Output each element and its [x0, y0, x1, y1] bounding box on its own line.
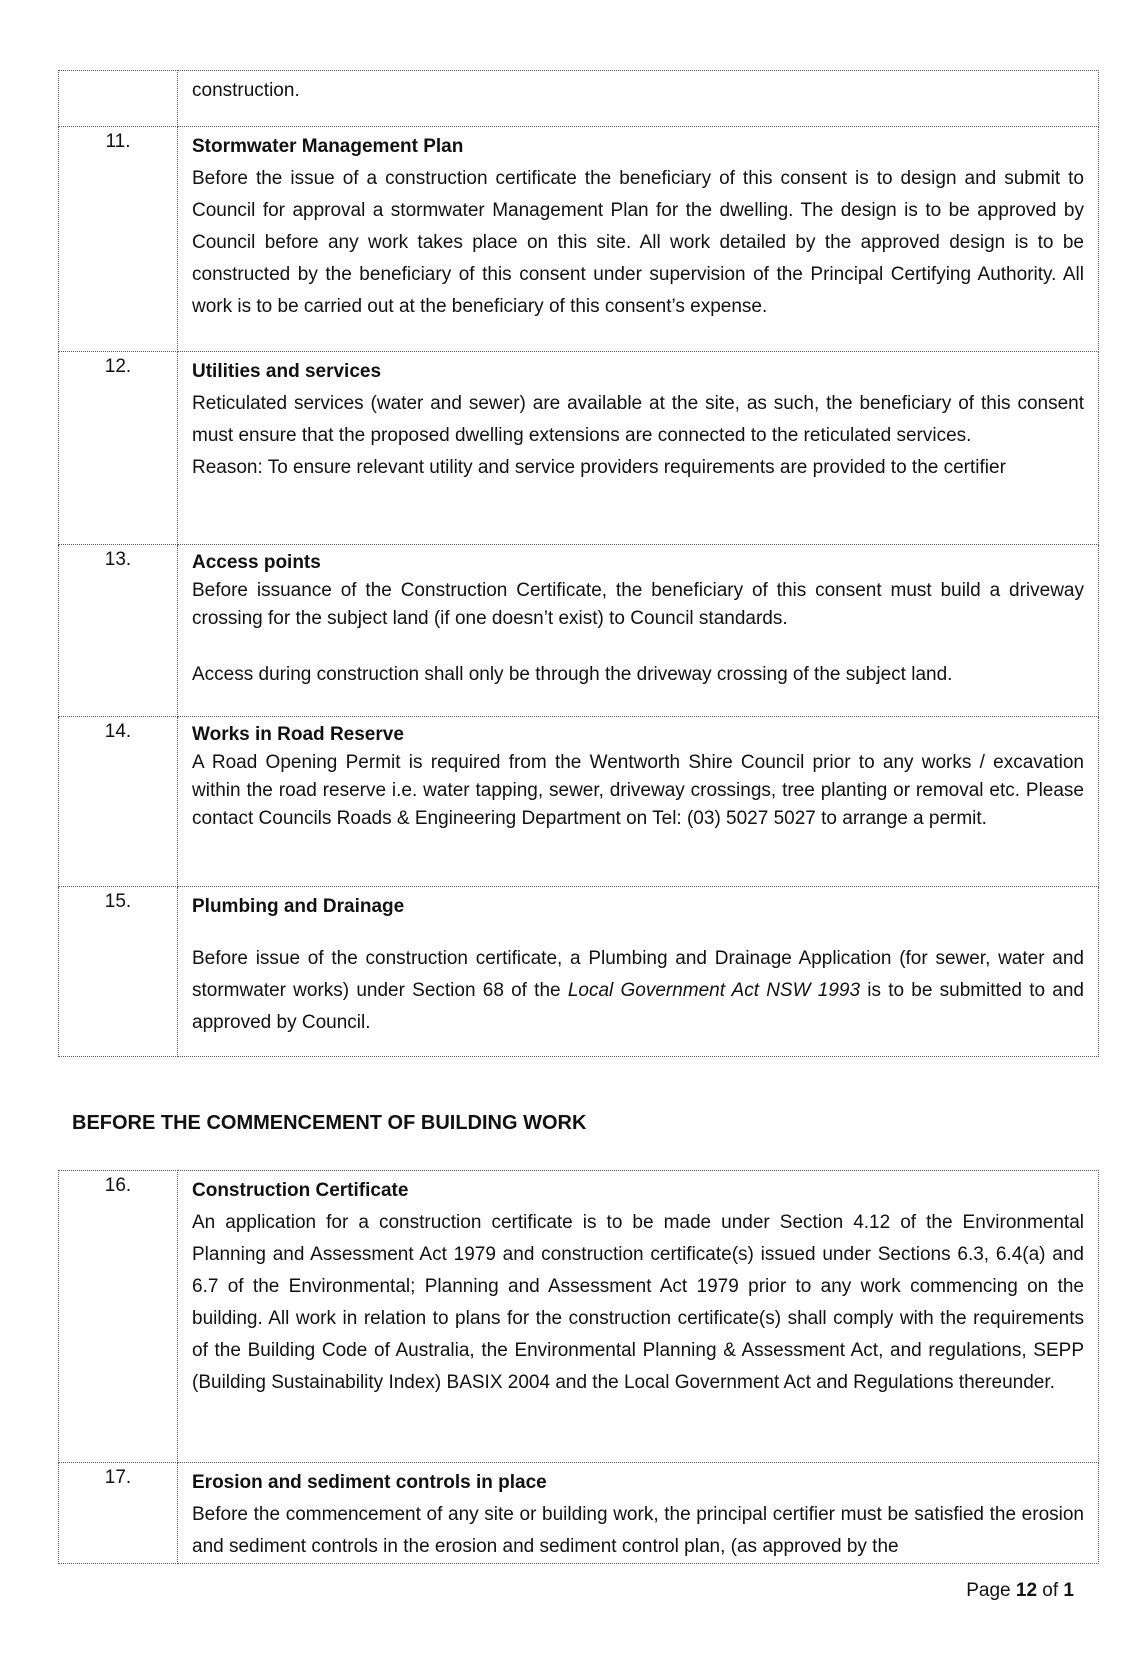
table-row — [59, 71, 1099, 127]
page-number: 12 — [1015, 1580, 1038, 1601]
condition-text: construction. — [192, 80, 300, 101]
condition-title: Erosion and sediment controls in place — [192, 1472, 547, 1493]
condition-text: Before the commencement of any site or building work, the principal certifier must be satisfied the erosion and sediment controls in the erosion and sediment control plan, (as approved by the — [192, 1504, 1084, 1557]
condition-number: 14. — [59, 717, 178, 887]
section-heading: BEFORE THE COMMENCEMENT OF BUILDING WORK — [72, 1112, 587, 1134]
condition-title: Stormwater Management Plan — [192, 136, 464, 157]
condition-text: A Road Opening Permit is required from the Wentworth Shire Council prior to any works / excavation within the road reserve i.e. water tapping, sewer, driveway crossings, tree planting or removal etc. Please contact Councils Roads & Engineering Department on Tel: (03) 5027 5027 to arrange a permit. — [192, 752, 1084, 829]
page-footer — [966, 1580, 1074, 1602]
condition-number: 16. — [59, 1171, 178, 1463]
table-row — [59, 352, 1099, 545]
condition-number: 12. — [59, 352, 178, 545]
condition-number: 11. — [59, 127, 178, 352]
condition-body — [178, 127, 1099, 352]
table-row — [59, 717, 1099, 887]
condition-body — [178, 352, 1099, 545]
condition-body — [178, 887, 1099, 1057]
condition-text: Access during construction shall only be through the driveway crossing of the subject land. — [192, 664, 953, 685]
act-title: Local Government Act NSW 1993 — [567, 980, 861, 1001]
condition-text: Before issuance of the Construction Certificate, the beneficiary of this consent must build a driveway crossing for the subject land (if one doesn’t exist) to Council standards. — [192, 580, 1084, 629]
condition-body — [178, 545, 1099, 717]
condition-reason: Reason: To ensure relevant utility and service providers requirements are provided to the certifier — [192, 457, 1006, 478]
condition-title: Works in Road Reserve — [192, 724, 404, 745]
condition-title: Construction Certificate — [192, 1180, 409, 1201]
condition-body — [178, 1171, 1099, 1463]
condition-text-part: Before issue of the construction certificate, a Plumbing and Drainage Application (for sewer, water and stormwater works) under Section 68 of the — [192, 948, 1084, 1001]
table-row — [59, 545, 1099, 717]
table-row — [59, 127, 1099, 352]
page-total: 1 — [1063, 1580, 1074, 1601]
condition-number — [59, 71, 178, 127]
conditions-table-1 — [58, 70, 1099, 1057]
condition-text-part: is to be submitted to and approved by Council. — [192, 980, 1084, 1033]
condition-text — [192, 943, 1084, 1039]
condition-title: Utilities and services — [192, 361, 382, 382]
condition-body — [178, 71, 1099, 127]
condition-body — [178, 1463, 1099, 1564]
conditions-table-2 — [58, 1170, 1099, 1564]
table-row — [59, 887, 1099, 1057]
condition-text: Before the issue of a construction certificate the beneficiary of this consent is to design and submit to Council for approval a stormwater Management Plan for the dwelling. The design is to be approved by Council before any work takes place on this site. All work detailed by the approved design is to be constructed by the beneficiary of this consent under supervision of the Principal Certifying Authority. All work is to be carried out at the beneficiary of this consent’s expense. — [192, 168, 1084, 317]
condition-title: Plumbing and Drainage — [192, 896, 405, 917]
condition-title: Access points — [192, 552, 321, 573]
table-row — [59, 1463, 1099, 1564]
condition-number: 17. — [59, 1463, 178, 1564]
page-label: Page — [966, 1580, 1016, 1601]
table-row — [59, 1171, 1099, 1463]
condition-text: Reticulated services (water and sewer) are available at the site, as such, the beneficiary of this consent must ensure that the proposed dwelling extensions are connected to the reticulated services. — [192, 393, 1084, 446]
condition-number: 15. — [59, 887, 178, 1057]
condition-body — [178, 717, 1099, 887]
page-of-label: of — [1037, 1580, 1064, 1601]
condition-number: 13. — [59, 545, 178, 717]
condition-text: An application for a construction certificate is to be made under Section 4.12 of the Environmental Planning and Assessment Act 1979 and construction certificate(s) issued under Sections 6.3, 6.4(a) and 6.7 of the Environmental; Planning and Assessment Act 1979 prior to any work commencing on the building. All work in relation to plans for the construction certificate(s) shall comply with the requirements of the Building Code of Australia, the Environmental Planning & Assessment Act, and regulations, SEPP (Building Sustainability Index) BASIX 2004 and the Local Government Act and Regulations thereunder. — [192, 1212, 1084, 1393]
